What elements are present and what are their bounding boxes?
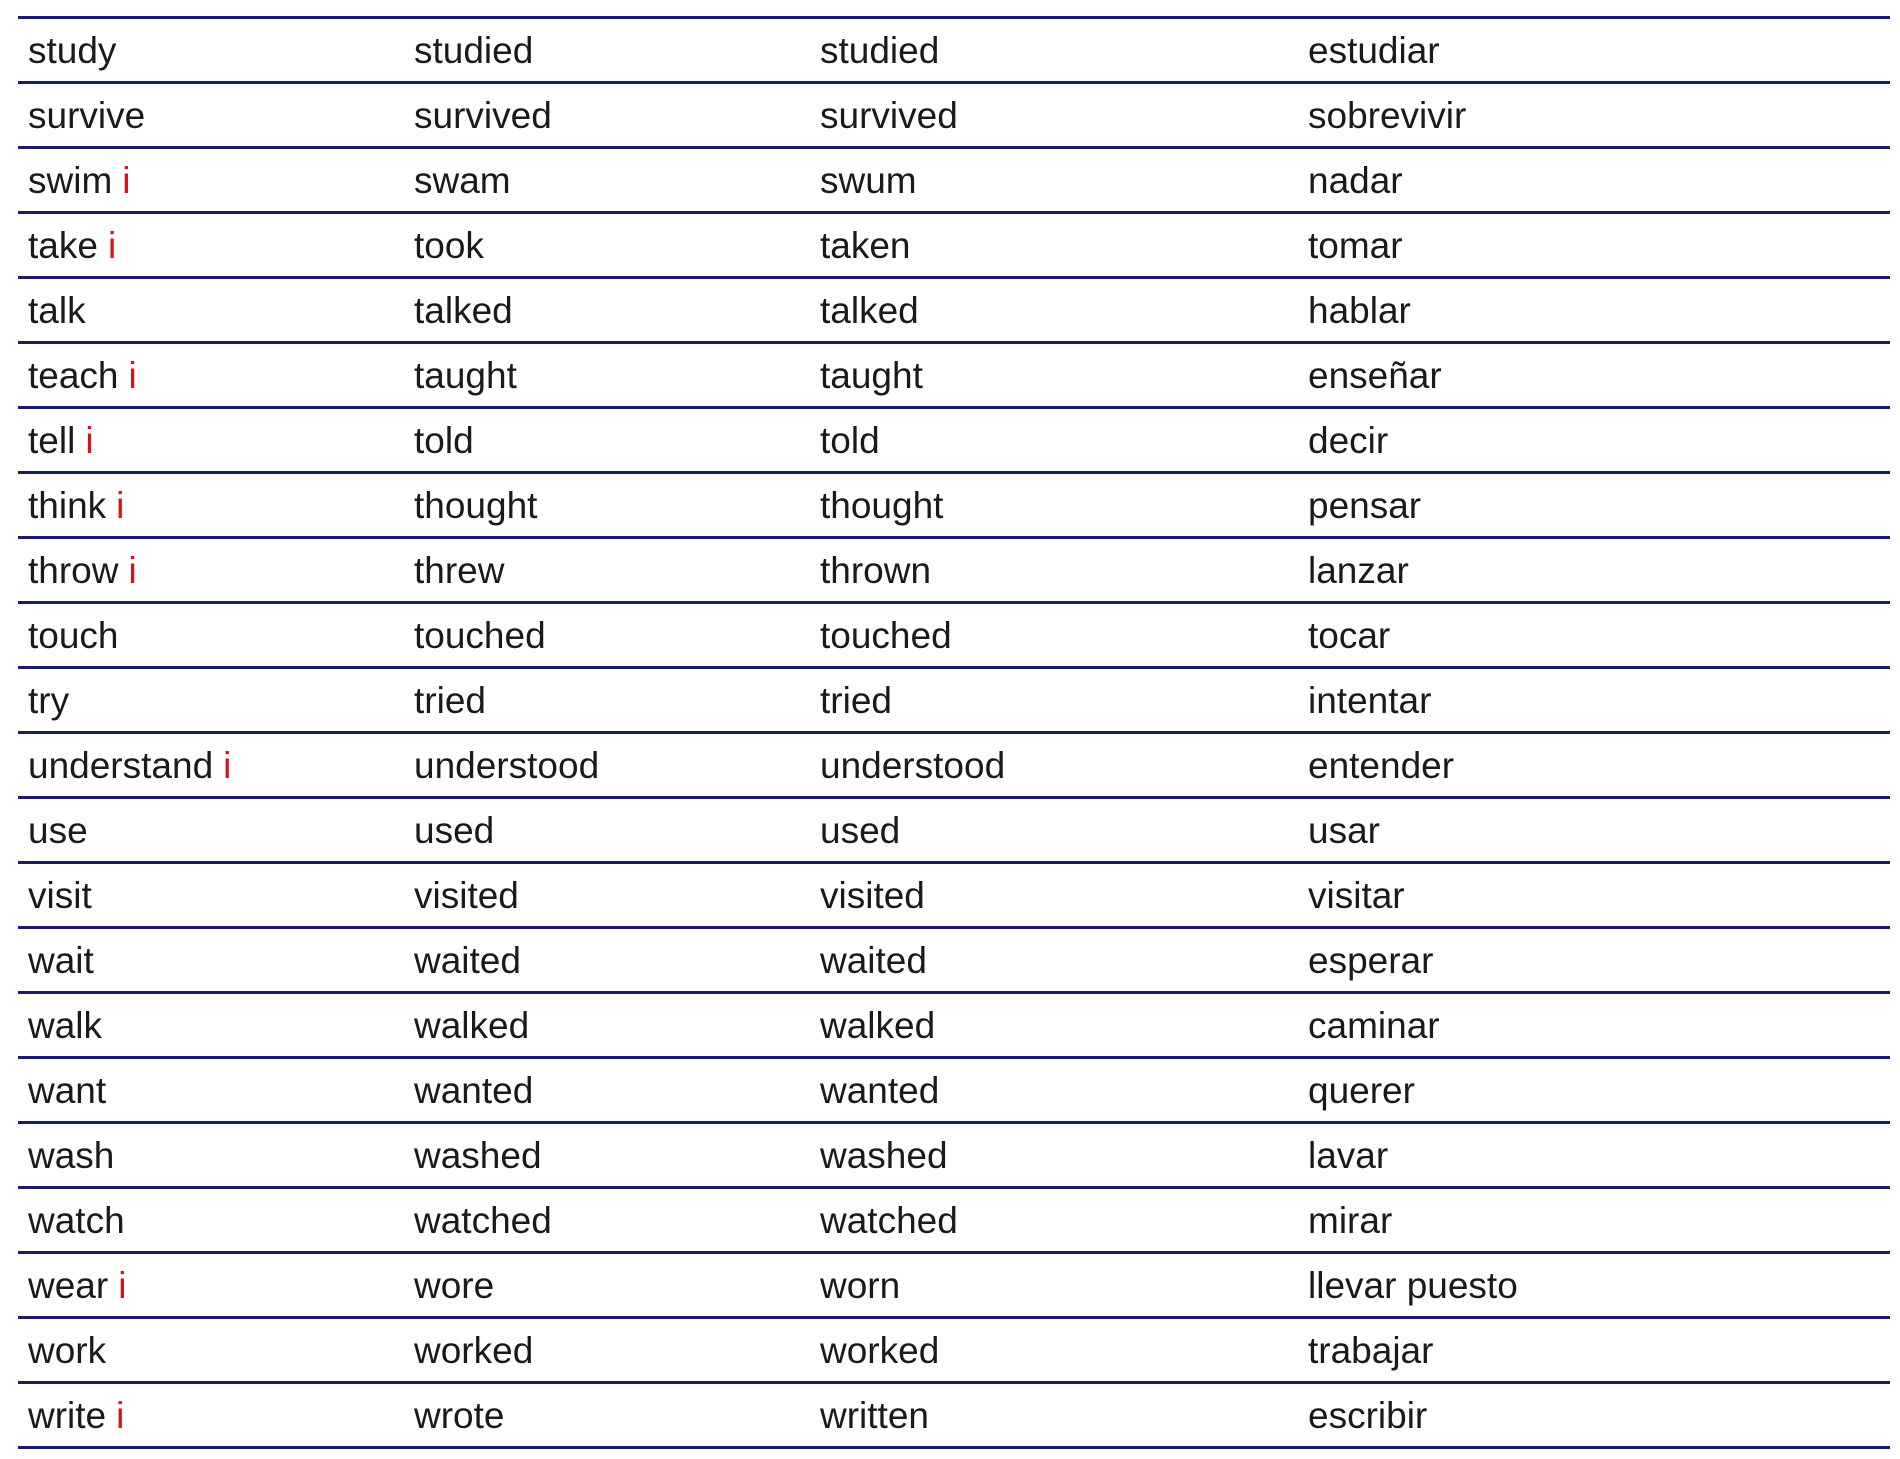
spanish-translation-cell: estudiar	[1308, 29, 1440, 71]
base-form-cell	[18, 603, 404, 668]
spanish-translation-cell: sobrevivir	[1308, 94, 1467, 136]
past-participle-cell: worked	[820, 1329, 940, 1371]
base-form: understand	[28, 744, 214, 786]
past-simple-cell: walked	[414, 1004, 530, 1046]
irregular-marker: i	[223, 744, 232, 786]
past-participle-cell: waited	[820, 939, 927, 981]
table-row	[18, 473, 1890, 538]
past-participle-cell: written	[820, 1394, 929, 1436]
base-form-cell	[18, 343, 404, 408]
base-form-cell	[18, 733, 404, 798]
base-form-cell	[18, 1058, 404, 1123]
spanish-translation-cell: tomar	[1308, 224, 1403, 266]
past-simple-cell: told	[414, 419, 474, 461]
irregular-marker: i	[116, 1394, 125, 1436]
table-row	[18, 733, 1890, 798]
past-simple-cell: studied	[414, 29, 534, 71]
verb-table-body	[18, 18, 1890, 1448]
past-simple-cell: talked	[414, 289, 513, 331]
past-participle-cell: thrown	[820, 549, 932, 591]
base-form: want	[28, 1069, 107, 1111]
irregular-marker: i	[118, 1264, 127, 1306]
base-form: take	[28, 224, 98, 266]
base-form: walk	[28, 1004, 103, 1046]
past-participle-cell: used	[820, 809, 901, 851]
table-row	[18, 278, 1890, 343]
spanish-translation-cell: llevar puesto	[1308, 1264, 1518, 1306]
past-simple-cell: survived	[414, 94, 552, 136]
base-form: throw	[28, 549, 119, 591]
table-row	[18, 1123, 1890, 1188]
past-participle-cell: walked	[820, 1004, 936, 1046]
table-row	[18, 603, 1890, 668]
past-participle-cell: swum	[820, 159, 917, 201]
past-simple-cell: thought	[414, 484, 538, 526]
past-simple-cell: worked	[414, 1329, 534, 1371]
past-simple-cell: threw	[414, 549, 505, 591]
table-row	[18, 798, 1890, 863]
past-participle-cell: washed	[820, 1134, 948, 1176]
base-form-cell	[18, 668, 404, 733]
irregular-marker: i	[85, 419, 94, 461]
past-simple-cell: swam	[414, 159, 511, 201]
base-form: swim	[28, 159, 113, 201]
past-simple-cell: touched	[414, 614, 546, 656]
base-form: work	[28, 1329, 107, 1371]
table-row	[18, 1383, 1890, 1448]
base-form-cell	[18, 993, 404, 1058]
verb-table	[18, 16, 1890, 1449]
base-form-cell	[18, 408, 404, 473]
past-participle-cell: visited	[820, 874, 925, 916]
table-row	[18, 1253, 1890, 1318]
past-simple-cell: used	[414, 809, 495, 851]
base-form-cell	[18, 278, 404, 343]
past-simple-cell: wrote	[414, 1394, 505, 1436]
base-form: wait	[28, 939, 94, 981]
base-form-cell	[18, 473, 404, 538]
past-participle-cell: taken	[820, 224, 911, 266]
base-form: talk	[28, 289, 86, 331]
base-form-cell	[18, 213, 404, 278]
base-form-cell	[18, 83, 404, 148]
past-participle-cell: talked	[820, 289, 919, 331]
past-simple-cell: took	[414, 224, 484, 266]
past-simple-cell: waited	[414, 939, 521, 981]
past-simple-cell: watched	[414, 1199, 552, 1241]
irregular-marker: i	[128, 354, 137, 396]
past-participle-cell: survived	[820, 94, 958, 136]
past-participle-cell: wanted	[820, 1069, 940, 1111]
spanish-translation-cell: hablar	[1308, 289, 1411, 331]
base-form: wash	[28, 1134, 115, 1176]
spanish-translation-cell: escribir	[1308, 1394, 1428, 1436]
base-form-cell	[18, 1188, 404, 1253]
base-form: tell	[28, 419, 76, 461]
table-row	[18, 928, 1890, 993]
past-simple-cell: wanted	[414, 1069, 534, 1111]
base-form: think	[28, 484, 107, 526]
spanish-translation-cell: lanzar	[1308, 549, 1409, 591]
base-form-cell	[18, 18, 404, 83]
spanish-translation-cell: caminar	[1308, 1004, 1440, 1046]
irregular-marker: i	[122, 159, 131, 201]
spanish-translation-cell: esperar	[1308, 939, 1434, 981]
spanish-translation-cell: enseñar	[1308, 354, 1442, 396]
base-form: touch	[28, 614, 119, 656]
base-form: visit	[28, 874, 92, 916]
table-row	[18, 408, 1890, 473]
spanish-translation-cell: querer	[1308, 1069, 1415, 1111]
spanish-translation-cell: visitar	[1308, 874, 1405, 916]
base-form-cell	[18, 1123, 404, 1188]
base-form-cell	[18, 1383, 404, 1448]
past-simple-cell: taught	[414, 354, 517, 396]
base-form: wear	[28, 1264, 109, 1306]
base-form: try	[28, 679, 70, 721]
past-participle-cell: understood	[820, 744, 1006, 786]
past-participle-cell: told	[820, 419, 880, 461]
spanish-translation-cell: mirar	[1308, 1199, 1393, 1241]
base-form-cell	[18, 928, 404, 993]
base-form: teach	[28, 354, 119, 396]
table-row	[18, 213, 1890, 278]
past-participle-cell: studied	[820, 29, 940, 71]
irregular-marker: i	[107, 224, 117, 266]
spanish-translation-cell: nadar	[1308, 159, 1403, 201]
past-simple-cell: washed	[414, 1134, 542, 1176]
table-row	[18, 1188, 1890, 1253]
base-form: survive	[28, 94, 146, 136]
spanish-translation-cell: intentar	[1308, 679, 1432, 721]
base-form-cell	[18, 798, 404, 863]
base-form: watch	[28, 1199, 125, 1241]
spanish-translation-cell: pensar	[1308, 484, 1422, 526]
base-form-cell	[18, 148, 404, 213]
table-row	[18, 18, 1890, 83]
past-simple-cell: visited	[414, 874, 519, 916]
past-participle-cell: taught	[820, 354, 923, 396]
base-form: write	[28, 1394, 107, 1436]
spanish-translation-cell: trabajar	[1308, 1329, 1434, 1371]
past-simple-cell: wore	[414, 1264, 495, 1306]
base-form: use	[28, 809, 88, 851]
past-simple-cell: tried	[414, 679, 486, 721]
base-form-cell	[18, 863, 404, 928]
table-row	[18, 148, 1890, 213]
table-row	[18, 993, 1890, 1058]
past-participle-cell: watched	[820, 1199, 958, 1241]
past-participle-cell: thought	[820, 484, 944, 526]
table-row	[18, 863, 1890, 928]
table-row	[18, 83, 1890, 148]
spanish-translation-cell: usar	[1308, 809, 1380, 851]
table-row	[18, 343, 1890, 408]
spanish-translation-cell: entender	[1308, 744, 1455, 786]
base-form-cell	[18, 1253, 404, 1318]
irregular-marker: i	[116, 484, 125, 526]
irregular-marker: i	[128, 549, 137, 591]
table-row	[18, 1058, 1890, 1123]
past-participle-cell: tried	[820, 679, 892, 721]
base-form-cell	[18, 538, 404, 603]
table-row	[18, 1318, 1890, 1383]
past-participle-cell: worn	[820, 1264, 901, 1306]
table-row	[18, 538, 1890, 603]
base-form: study	[28, 29, 117, 71]
spanish-translation-cell: decir	[1308, 419, 1389, 461]
base-form-cell	[18, 1318, 404, 1383]
past-participle-cell: touched	[820, 614, 952, 656]
spanish-translation-cell: lavar	[1308, 1134, 1389, 1176]
past-simple-cell: understood	[414, 744, 600, 786]
table-row	[18, 668, 1890, 733]
spanish-translation-cell: tocar	[1308, 614, 1391, 656]
